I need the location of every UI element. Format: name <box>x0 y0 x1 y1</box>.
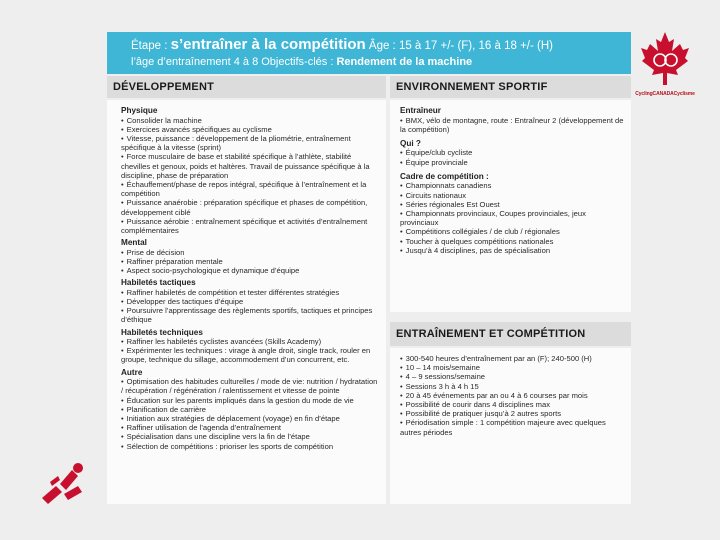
list-item: • Possibilité de pratiquer jusqu’à 2 autres sports <box>400 409 625 418</box>
list-item: • BMX, vélo de montagne, route : Entraîneur 2 (développement de la compétition) <box>400 116 625 134</box>
section-title: Mental <box>121 238 147 248</box>
list-item: • Expérimenter les techniques : virage à angle droit, single track, rouler en groupe, technique du sillage, accommodement d’un concurrent, etc. <box>121 346 380 364</box>
sport-environment-heading: ENVIRONNEMENT SPORTIF <box>390 76 631 98</box>
section-title: Habiletés tactiques <box>121 278 196 288</box>
section-technical-skills <box>121 328 380 365</box>
objectives-line <box>131 56 472 68</box>
training-competition-heading: ENTRAÎNEMENT ET COMPÉTITION <box>390 322 631 346</box>
section-title: Qui ? <box>400 138 421 148</box>
section-who <box>400 139 625 167</box>
section-tactical-skills <box>121 278 380 324</box>
list-item: • Exercices avancés spécifiques au cyclisme <box>121 125 380 134</box>
development-heading: DÉVELOPPEMENT <box>107 76 386 98</box>
list-item: • Équipe/club cycliste <box>400 148 625 157</box>
list-item: • 20 à 45 événements par an ou 4 à 6 courses par mois <box>400 391 625 400</box>
list-item: • 300-540 heures d’entraînement par an (F); 240-500 (H) <box>400 354 625 363</box>
maple-leaf-icon <box>640 30 690 86</box>
training-age: l’âge d’entraînement 4 à 8 Objectifs-clés : <box>131 56 337 68</box>
list-item: • Initiation aux stratégies de déplacement (voyage) en fin d’étape <box>121 414 380 423</box>
training-competition-panel <box>390 348 631 504</box>
list-item: • Championnats provinciaux, Coupes provinciales, jeux provinciaux <box>400 209 625 227</box>
title-line <box>131 36 553 53</box>
sport-environment-panel <box>390 100 631 312</box>
age-range: Âge : 15 à 17 +/- (F), 16 à 18 +/- (H) <box>365 40 553 52</box>
list-item: • Puissance aérobie : entraînement spécifique et activités d’entraînement complémentaires <box>121 217 380 235</box>
section-physique <box>121 106 380 235</box>
list-item: • Spécialisation dans une discipline vers la fin de l’étape <box>121 432 380 441</box>
list-item: • Séries régionales Est Ouest <box>400 200 625 209</box>
title-banner <box>107 32 631 74</box>
list-item: • Poursuivre l’apprentissage des règlements sportifs, tactiques et principes d’éthique <box>121 306 380 324</box>
list-item: • Sessions 3 h à 4 h 15 <box>400 382 625 391</box>
list-item: • Prise de décision <box>121 248 380 257</box>
list-item: • Planification de carrière <box>121 405 380 414</box>
list-item: • Échauffement/phase de repos intégral, spécifique à l’entraînement et la compétition <box>121 180 380 198</box>
list-item: • Consolider la machine <box>121 116 380 125</box>
list-item: • Raffiner utilisation de l’agenda d’entraînement <box>121 423 380 432</box>
list-item: • Raffiner préparation mentale <box>121 257 380 266</box>
logo-text: CyclingCANADACyclisme <box>635 91 695 97</box>
section-mental <box>121 238 380 275</box>
title-prefix: Étape : <box>131 40 171 52</box>
list-item: • Force musculaire de base et stabilité spécifique à l’athlète, stabilité chevilles et genoux, poids et haltères. Travail de puissance spécifique à la discipline, phase de préparation <box>121 152 380 180</box>
section-competition-frame <box>400 172 625 255</box>
section-title: Physique <box>121 106 158 115</box>
section-title: Autre <box>121 367 143 377</box>
list-item: • Vitesse, puissance : développement de la pliométrie, entraînement spécifique à la vitesse (sprint) <box>121 134 380 152</box>
section-other <box>121 368 380 451</box>
list-item: • Puissance anaérobie : préparation spécifique et phases de compétition, développement ciblé <box>121 198 380 216</box>
list-item: • Aspect socio-psychologique et dynamique d’équipe <box>121 266 380 275</box>
list-item: • Développer des tactiques d’équipe <box>121 297 380 306</box>
list-item: • Périodisation simple : 1 compétition majeure avec quelques autres périodes <box>400 418 625 436</box>
section-title: Cadre de compétition : <box>400 171 489 181</box>
list-item: • Équipe provinciale <box>400 158 625 167</box>
list-item: • Raffiner les habiletés cyclistes avancées (Skills Academy) <box>121 337 380 346</box>
list-item: • Éducation sur les parents impliqués dans la gestion du mode de vie <box>121 396 380 405</box>
list-item: • 10 – 14 mois/semaine <box>400 363 625 372</box>
athlete-figure-icon <box>38 460 92 510</box>
section-title: Entraîneur <box>400 106 441 115</box>
section-coach <box>400 106 625 134</box>
list-item: • Sélection de compétitions : prioriser les sports de compétition <box>121 442 380 451</box>
list-item: • 4 – 9 sessions/semaine <box>400 372 625 381</box>
list-item: • Circuits nationaux <box>400 191 625 200</box>
list-item: • Raffiner habiletés de compétition et tester différentes stratégies <box>121 288 380 297</box>
list-item: • Championnats canadiens <box>400 181 625 190</box>
list-item: • Possibilité de courir dans 4 disciplines max <box>400 400 625 409</box>
key-objective: Rendement de la machine <box>336 56 473 68</box>
list-item: • Toucher à quelques compétitions nationales <box>400 237 625 246</box>
cycling-canada-logo <box>634 30 696 102</box>
list-item: • Compétitions collégiales / de club / régionales <box>400 227 625 236</box>
list-item: • Optimisation des habitudes culturelles / mode de vie: nutrition / hydratation / récupération / régénération / ralentissement et vitesse de pointe <box>121 377 380 395</box>
section-title: Habiletés techniques <box>121 327 203 337</box>
stage-name: s’entraîner à la compétition <box>170 36 366 53</box>
development-panel <box>107 100 386 504</box>
list-item: • Jusqu’à 4 disciplines, pas de spécialisation <box>400 246 625 255</box>
